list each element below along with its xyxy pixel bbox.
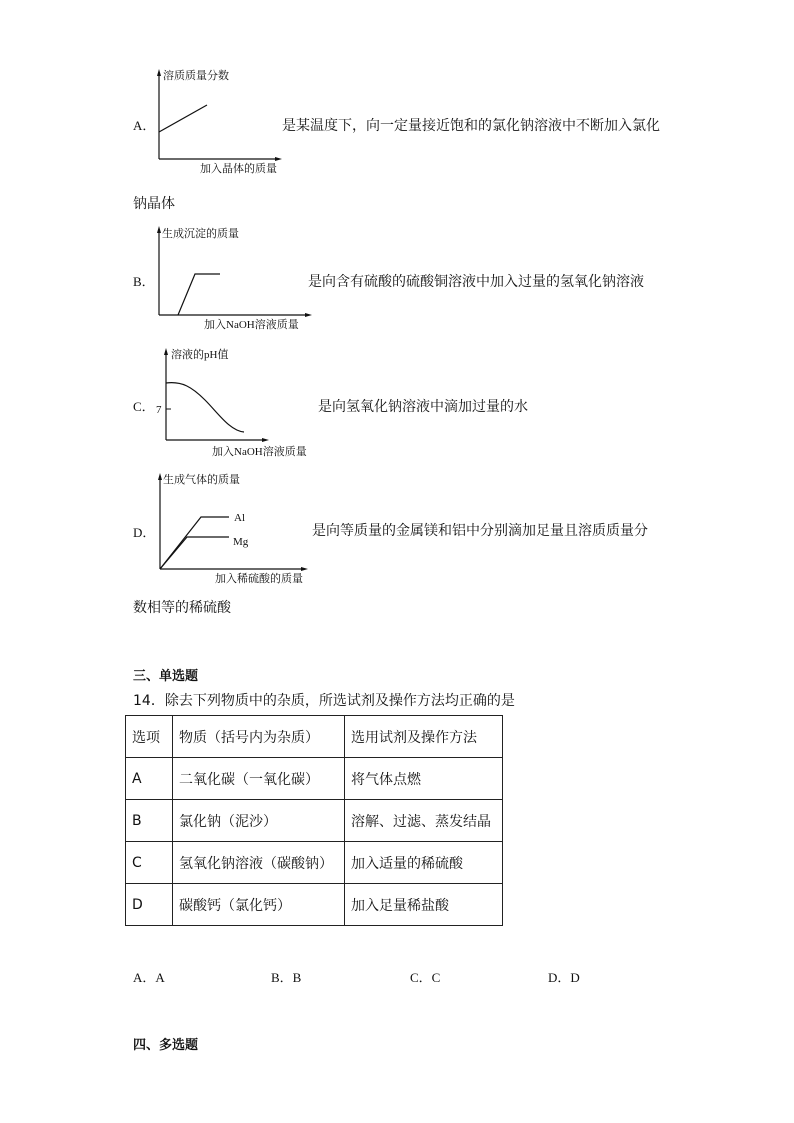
table-cell: A [126, 758, 173, 800]
graph-a [150, 66, 290, 178]
table-cell: 二氧化碳（一氧化碳） [173, 758, 345, 800]
graph-d [150, 470, 320, 588]
graph-d-mg-label: Mg [233, 536, 249, 548]
graph-a-ylabel: 溶质质量分数 [163, 70, 229, 82]
table-cell: 氯化钠（泥沙） [173, 800, 345, 842]
option-d-desc: 是向等质量的金属镁和铝中分别滴加足量且溶质质量分 [312, 523, 648, 539]
table-cell: D [126, 884, 173, 926]
table-header-cell: 物质（括号内为杂质） [173, 716, 345, 758]
option-c-desc: 是向氢氧化钠溶液中滴加过量的水 [318, 399, 528, 415]
question-14-stem: 14．除去下列物质中的杂质，所选试剂及操作方法均正确的是 [133, 693, 515, 709]
graph-c-x-arrow [262, 438, 269, 442]
graph-c-y-arrow [164, 348, 168, 355]
table-header-row [126, 716, 503, 758]
table-cell: 溶解、过滤、蒸发结晶 [345, 800, 503, 842]
table-row [126, 842, 503, 884]
answer-option-a[interactable]: A．A [133, 970, 165, 985]
table-cell: B [126, 800, 173, 842]
graph-d-x-arrow [301, 567, 308, 571]
graph-c-curve [166, 383, 244, 432]
graph-d-xlabel: 加入稀硫酸的质量 [215, 573, 303, 585]
option-a-letter: A． [133, 118, 156, 133]
graph-a-xlabel: 加入晶体的质量 [200, 163, 277, 175]
graph-b-curve [178, 274, 220, 315]
graph-d-ylabel: 生成气体的质量 [163, 474, 240, 486]
answer-option-b[interactable]: B．B [271, 970, 302, 985]
option-d-letter: D． [133, 525, 156, 540]
table-row [126, 758, 503, 800]
table-cell: C [126, 842, 173, 884]
table-cell: 将气体点燃 [345, 758, 503, 800]
option-c-letter: C． [133, 399, 155, 414]
option-a-desc-cont: 钠晶体 [133, 196, 175, 212]
table-cell: 氢氧化钠溶液（碳酸钠） [173, 842, 345, 884]
table-row [126, 884, 503, 926]
table-header-cell: 选项 [126, 716, 173, 758]
answer-option-c[interactable]: C．C [410, 970, 441, 985]
graph-c [150, 345, 330, 465]
graph-d-al-label: Al [234, 512, 245, 524]
graph-b [150, 223, 320, 335]
table-row [126, 800, 503, 842]
table-cell: 碳酸钙（氯化钙） [173, 884, 345, 926]
graph-c-xlabel: 加入NaOH溶液质量 [212, 446, 307, 458]
graph-a-x-arrow [275, 157, 282, 161]
table-cell: 加入适量的稀硫酸 [345, 842, 503, 884]
graph-b-xlabel: 加入NaOH溶液质量 [204, 319, 299, 331]
question-14-table [125, 715, 503, 926]
graph-a-curve [159, 105, 207, 132]
section-3-heading: 三、单选题 [133, 669, 199, 684]
graph-d-mg-line [160, 537, 229, 569]
graph-c-ylabel: 溶液的pH值 [171, 349, 229, 361]
graph-b-ylabel: 生成沉淀的质量 [162, 228, 239, 240]
option-d-desc-cont: 数相等的稀硫酸 [133, 600, 231, 616]
answer-option-d[interactable]: D．D [548, 970, 580, 985]
graph-d-y-arrow [158, 473, 162, 480]
graph-b-y-arrow [157, 226, 161, 233]
option-b-letter: B． [133, 274, 155, 289]
graph-a-y-arrow [157, 69, 161, 76]
graph-d-al-line [160, 517, 229, 569]
graph-c-tick-label: 7 [156, 404, 162, 416]
table-header-cell: 选用试剂及操作方法 [345, 716, 503, 758]
section-4-heading: 四、多选题 [133, 1038, 199, 1053]
option-b-desc: 是向含有硫酸的硫酸铜溶液中加入过量的氢氧化钠溶液 [308, 274, 644, 290]
table-cell: 加入足量稀盐酸 [345, 884, 503, 926]
option-a-desc: 是某温度下，向一定量接近饱和的氯化钠溶液中不断加入氯化 [282, 118, 660, 134]
graph-b-x-arrow [305, 313, 312, 317]
